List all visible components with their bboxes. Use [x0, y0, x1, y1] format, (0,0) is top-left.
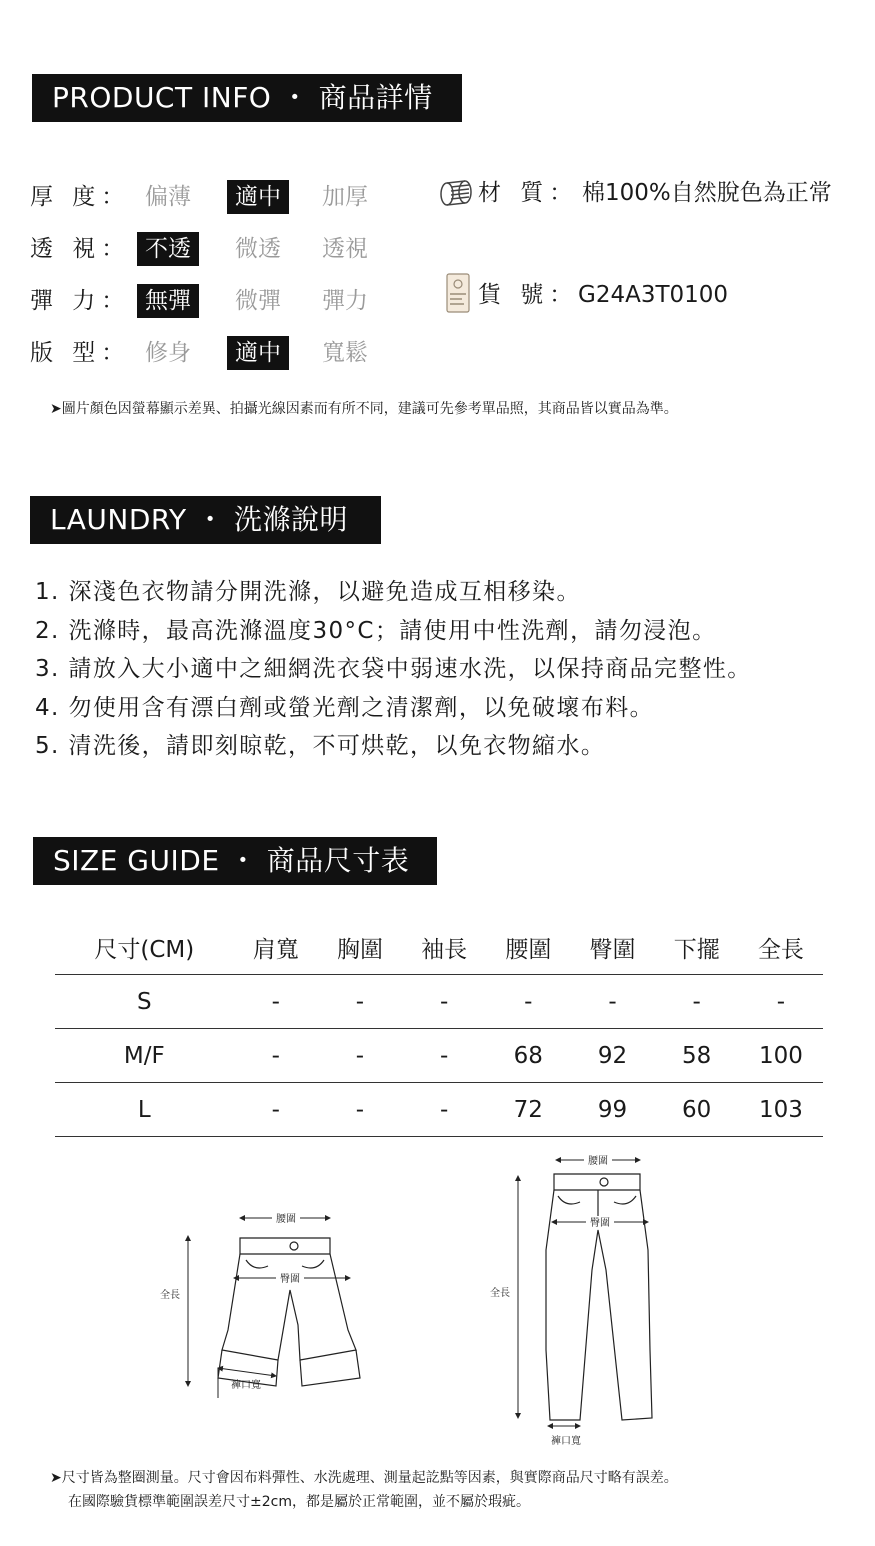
- size-table-header-cell: 腰圍: [505, 936, 552, 963]
- size-table-cell: M/F: [55, 1029, 234, 1083]
- fabric-roll-icon: [437, 178, 473, 208]
- laundry-title: LAUNDRY ・ 洗滌說明: [30, 496, 381, 544]
- size-guide-title: SIZE GUIDE ・ 商品尺寸表: [33, 837, 437, 885]
- shorts-hem-label: 褲口寬: [231, 1380, 261, 1391]
- size-table: [55, 920, 823, 1137]
- size-table-cell: 92: [570, 1029, 654, 1083]
- size-table-cell: -: [318, 1083, 402, 1137]
- size-table-header-cell: 下擺: [673, 936, 720, 963]
- attribute-option: 偏薄: [145, 184, 191, 210]
- attribute-option: 透視: [322, 236, 368, 262]
- size-table-cell: S: [55, 975, 234, 1029]
- attribute-label: 透 視：: [30, 236, 131, 262]
- size-table-cell: -: [402, 1029, 486, 1083]
- garment-tag-icon: [444, 272, 474, 316]
- size-table-row: [55, 1029, 823, 1083]
- size-table-cell: -: [402, 1083, 486, 1137]
- pants-hem-label: 褲口寬: [551, 1436, 581, 1447]
- size-table-cell: 103: [739, 1083, 823, 1137]
- item-number-label: 貨 號：: [478, 282, 579, 308]
- laundry-item: 5. 清洗後，請即刻晾乾，不可烘乾，以免衣物縮水。: [35, 733, 606, 759]
- attribute-option-selected: 適中: [227, 336, 289, 370]
- attribute-option: 寬鬆: [322, 340, 368, 366]
- size-table-cell: 60: [655, 1083, 739, 1137]
- pants-waist-label: 腰圍: [588, 1156, 608, 1167]
- size-table-cell: L: [55, 1083, 234, 1137]
- size-table-cell: -: [318, 975, 402, 1029]
- attribute-label: 版 型：: [30, 340, 131, 366]
- pants-diagram: [480, 1150, 680, 1452]
- attribute-option: 微彈: [235, 288, 281, 314]
- size-table-cell: -: [234, 1029, 318, 1083]
- size-table-cell: -: [570, 975, 654, 1029]
- size-table-header-cell: 尺寸(CM): [94, 936, 195, 963]
- size-table-header: [55, 920, 823, 975]
- size-table-header-cell: 臀圍: [589, 936, 636, 963]
- size-table-cell: -: [739, 975, 823, 1029]
- size-footnote-line-2: 在國際驗貨標準範圍誤差尺寸±2cm，都是屬於正常範圍，並不屬於瑕疵。: [68, 1494, 530, 1510]
- attribute-option: 彈力: [322, 288, 368, 314]
- size-table-header-cell: 肩寬: [252, 936, 299, 963]
- size-table-cell: 99: [570, 1083, 654, 1137]
- laundry-item: 2. 洗滌時，最高洗滌溫度30°C；請使用中性洗劑，請勿浸泡。: [35, 617, 717, 644]
- size-table-header-cell: 全長: [757, 936, 804, 963]
- size-table-cell: 58: [655, 1029, 739, 1083]
- size-footnote-line-1: ➤尺寸皆為整圈測量。尺寸會因布料彈性、水洗處理、測量起訖點等因素，與實際商品尺寸略有誤差。: [50, 1470, 678, 1486]
- laundry-item: 1. 深淺色衣物請分開洗滌，以避免造成互相移染。: [35, 579, 581, 605]
- size-table-cell: -: [486, 975, 570, 1029]
- size-footnote: [50, 1466, 678, 1514]
- size-table-cell: -: [234, 975, 318, 1029]
- laundry-item: 3. 請放入大小適中之細網洗衣袋中弱速水洗，以保持商品完整性。: [35, 656, 752, 682]
- attribute-option: 加厚: [322, 184, 368, 210]
- attribute-option-selected: 適中: [227, 180, 289, 214]
- shorts-length-label: 全長: [160, 1290, 180, 1301]
- laundry-item: 4. 勿使用含有漂白劑或螢光劑之清潔劑，以免破壞布料。: [35, 694, 655, 721]
- size-table-cell: -: [655, 975, 739, 1029]
- color-disclaimer: ➤圖片顏色因螢幕顯示差異、拍攝光線因素而有所不同，建議可先參考單品照，其商品皆以實品為準。: [50, 401, 678, 417]
- attribute-label: 彈 力：: [30, 288, 131, 314]
- shorts-diagram: [150, 1210, 390, 1400]
- size-table-cell: 72: [486, 1083, 570, 1137]
- shorts-waist-label: 腰圍: [276, 1214, 296, 1225]
- pants-hip-label: 臀圍: [590, 1218, 610, 1229]
- size-table-cell: -: [402, 975, 486, 1029]
- attribute-option: 微透: [235, 236, 281, 262]
- material-label: 材 質：: [478, 180, 579, 206]
- material-value: 棉100%自然脫色為正常: [582, 180, 832, 206]
- attribute-option: 修身: [145, 340, 191, 366]
- item-number-value: G24A3T0100: [578, 282, 729, 308]
- size-table-header-cell: 胸圍: [336, 936, 383, 963]
- size-table-header-cell: 袖長: [421, 936, 468, 963]
- size-table-cell: -: [234, 1083, 318, 1137]
- pants-length-label: 全長: [490, 1288, 510, 1299]
- size-table-row: [55, 1083, 823, 1137]
- product-info-title: PRODUCT INFO ・ 商品詳情: [32, 74, 462, 122]
- attribute-option-selected: 不透: [137, 232, 199, 266]
- laundry-list: [35, 573, 752, 766]
- shorts-hip-label: 臀圍: [280, 1274, 300, 1285]
- size-table-cell: 100: [739, 1029, 823, 1083]
- size-table-row: [55, 975, 823, 1029]
- size-table-cell: -: [318, 1029, 402, 1083]
- attribute-option-selected: 無彈: [137, 284, 199, 318]
- size-table-cell: 68: [486, 1029, 570, 1083]
- attribute-label: 厚 度：: [30, 184, 131, 210]
